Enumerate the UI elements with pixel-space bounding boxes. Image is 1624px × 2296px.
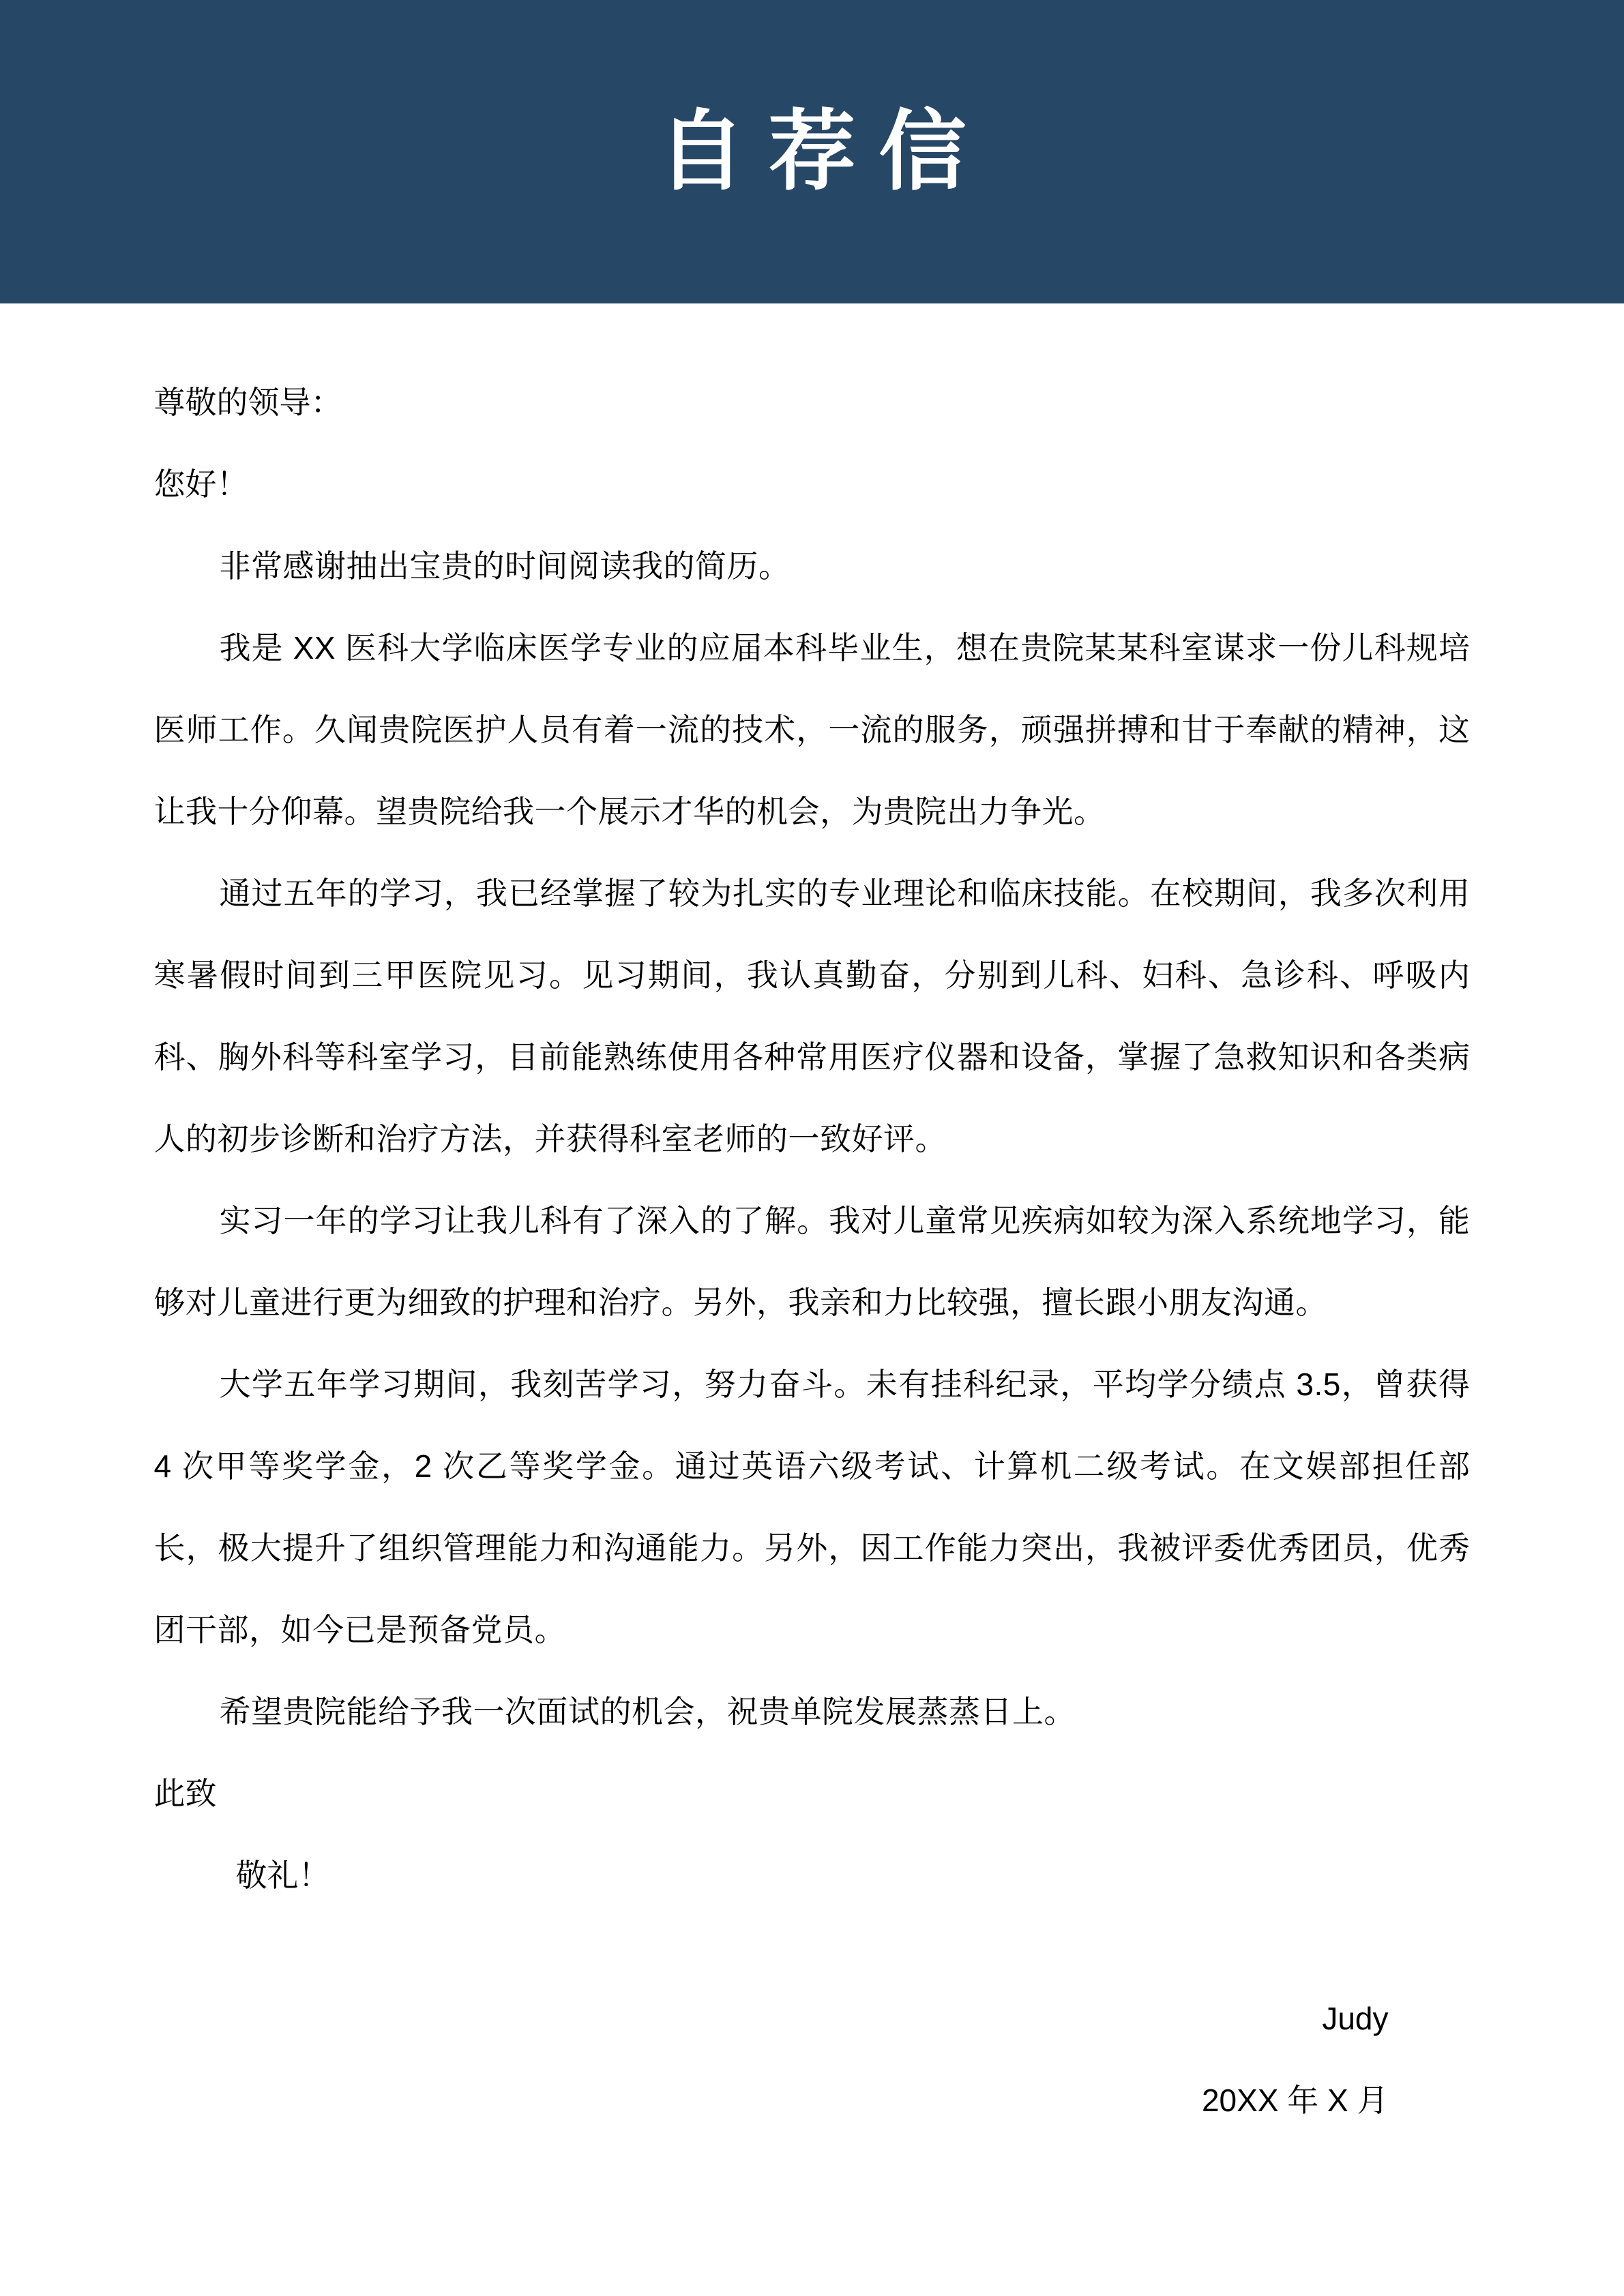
salutation: 尊敬的领导：	[153, 385, 342, 420]
closing-salute-value: 敬礼！	[235, 1858, 330, 1893]
paragraph-achievements: 大学五年学习期间，我刻苦学习，努力奋斗。未有挂科纪录，平均学分绩点 3.5，曾获得 4 次甲等奖学金，2 次乙等奖学金。通过英语六级考试、计算机二级考试。在文娱部担任部长，极大提升了组织管理能力和沟通能力。另外，因工作能力突出，我被评委优秀团员，优秀团干部，如今已是预备党员。	[153, 1367, 1471, 1648]
signature-name: Judy	[1322, 2001, 1389, 2036]
paragraph-study-experience: 通过五年的学习，我已经掌握了较为扎实的专业理论和临床技能。在校期间，我多次利用寒暑假时间到三甲医院见习。见习期间，我认真勤奋，分别到儿科、妇科、急诊科、呼吸内科、胸外科等科室学习，目前能熟练使用各种常用医疗仪器和设备，掌握了急救知识和各类病人的初步诊断和治疗方法，并获得科室老师的一致好评。	[153, 876, 1471, 1157]
paragraph-request-interview: 希望贵院能给予我一次面试的机会，祝贵单院发展蒸蒸日上。	[219, 1694, 1076, 1729]
letter-body	[0, 303, 1624, 2141]
paragraph-internship: 实习一年的学习让我儿科有了深入的了解。我对儿童常见疾病如较为深入系统地学习，能够对儿童进行更为细致的护理和治疗。另外，我亲和力比较强，擅长跟小朋友沟通。	[153, 1203, 1471, 1320]
closing-salute-label: 此致	[153, 1776, 217, 1811]
paragraph-thanks: 非常感谢抽出宝贵的时间阅读我的简历。	[219, 548, 791, 584]
signature-block	[154, 1978, 1471, 2141]
content-column	[154, 303, 1471, 2141]
paragraph-introduction: 我是 XX 医科大学临床医学专业的应届本科毕业生，想在贵院某某科室谋求一份儿科规培医师工作。久闻贵院医护人员有着一流的技术，一流的服务，顽强拼搏和甘于奉献的精神，这让我十分仰幕。望贵院给我一个展示才华的机会，为贵院出力争光。	[153, 630, 1471, 829]
signature-date: 20XX 年 X 月	[1201, 2083, 1389, 2118]
greeting: 您好！	[153, 466, 248, 502]
page-title: 自荐信	[658, 100, 990, 203]
header-banner	[0, 0, 1624, 303]
